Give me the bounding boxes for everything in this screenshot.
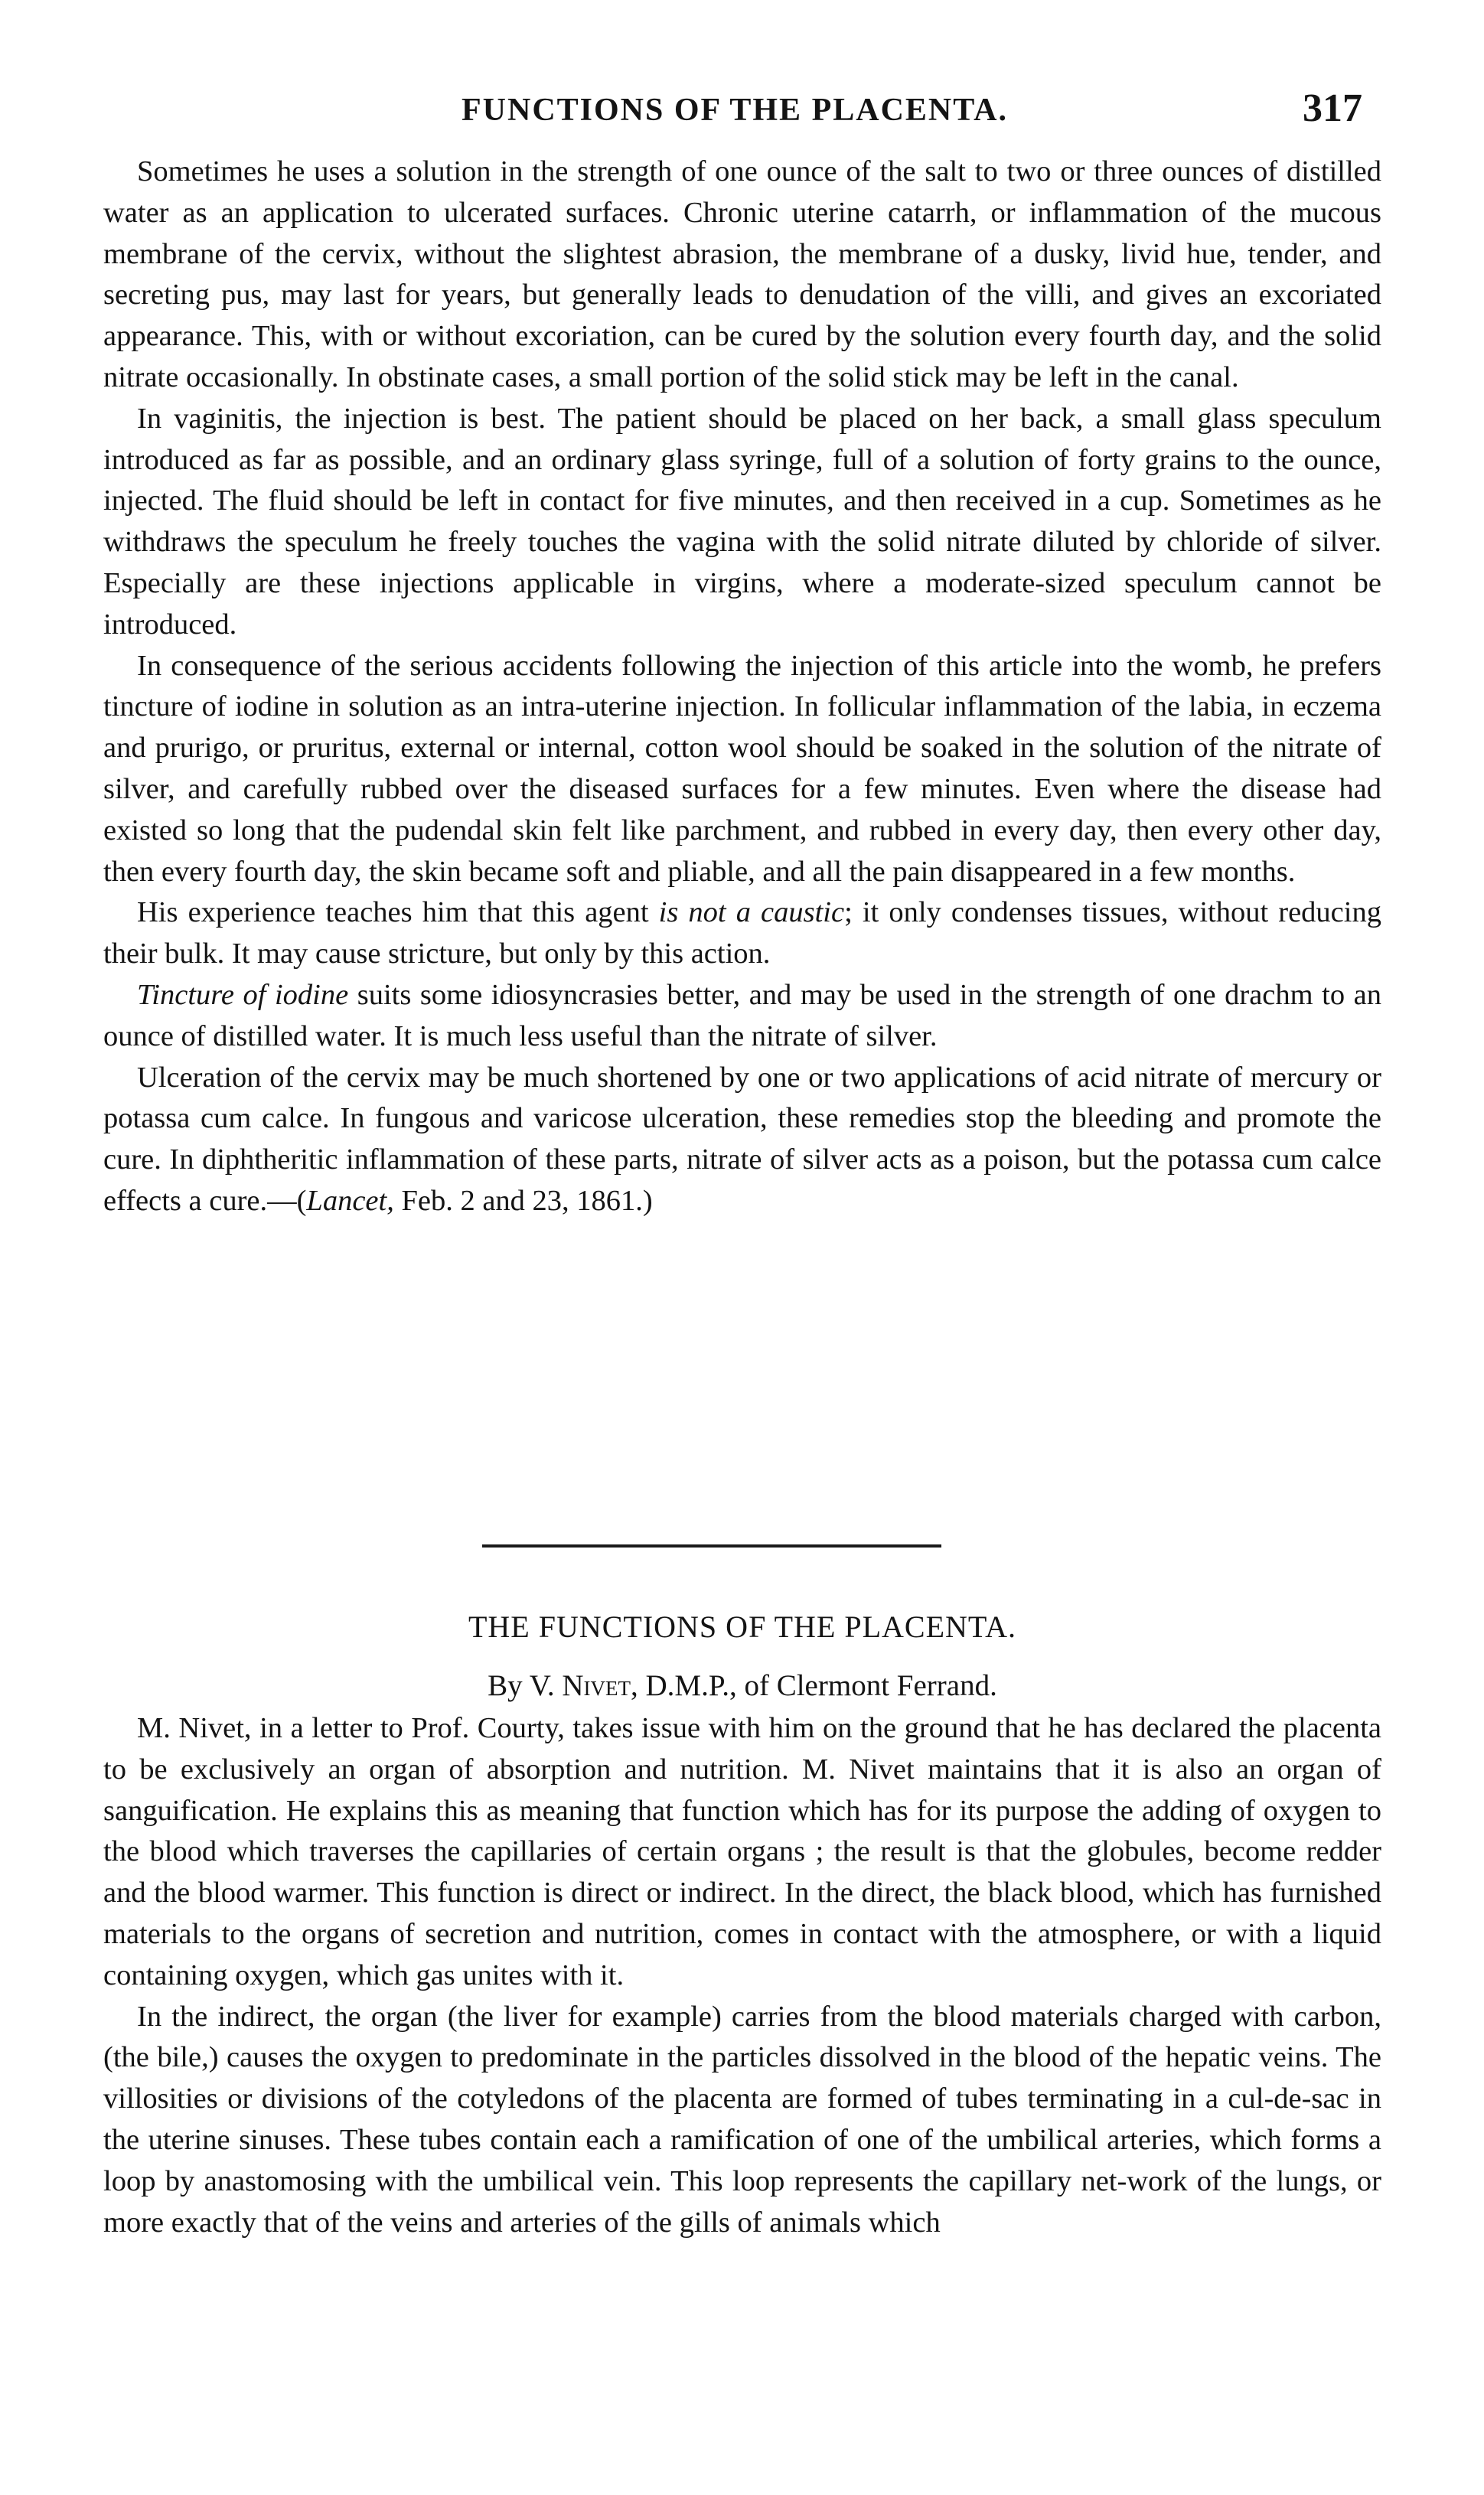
author-name: Nivet <box>562 1669 631 1702</box>
emphasis: is not a caustic <box>658 896 845 929</box>
running-title: FUNCTIONS OF THE PLACENTA. <box>462 93 1008 128</box>
previous-article-body <box>103 152 1381 1222</box>
section-divider <box>482 1544 941 1548</box>
text-run: His experience teaches him that this agent <box>137 896 659 929</box>
paragraph: In the indirect, the organ (the liver for example) carries from the blood materials charged with carbon, (the bile,) causes the oxygen to predominate in the particles dissolved in the blood of the hepatic veins. The villosities or divisions of the cotyledons of the placenta are formed of tubes terminating in a cul-de-sac in the uterine sinuses. These tubes contain each a ramification of one of the umbilical arteries, which forms a loop by anastomosing with the umbilical vein. This loop represents the capillary net-work of the lungs, or more exactly that of the veins and arteries of the gills of animals which <box>103 2000 1381 2239</box>
byline-suffix: , D.M.P., of Clermont Ferrand. <box>631 1669 997 1702</box>
paragraph: M. Nivet, in a letter to Prof. Courty, takes issue with him on the ground that he has declared the placenta to be exclusively an organ of absorption and nutrition. M. Nivet maintains that it is also an organ of sanguification. He explains this as meaning that function which has for its purpose the adding of oxygen to the blood which traverses the capillaries of certain organs ; the result is that the globules, become redder and the blood warmer. This function is direct or indirect. In the direct, the black blood, which has furnished materials to the organs of secretion and nutrition, comes in contact with the atmosphere, or with a liquid containing oxygen, which gas unites with it. <box>103 1712 1381 1991</box>
page-number: 317 <box>1303 86 1362 130</box>
running-head <box>107 86 1362 147</box>
paragraph <box>103 975 1381 1058</box>
text-run: suits some idiosyncrasies better, and may be used in the strength of one drachm to an ounce of distilled water. It is much less useful than the nitrate of silver. <box>103 978 1381 1052</box>
paragraph: Sometimes he uses a solution in the strength of one ounce of the salt to two or three ounces of distilled water as an application to ulcerated surfaces. Chronic uterine catarrh, or inflammation of the mucous membrane of the cervix, without the slightest abrasion, the membrane of a dusky, livid hue, tender, and secreting pus, may last for years, but generally leads to denudation of the villi, and gives an excoriated appearance. This, with or without excoriation, can be cured by the solution every fourth day, and the solid nitrate occasionally. In obstinate cases, a small portion of the solid stick may be left in the canal. <box>103 155 1381 393</box>
text-run: Ulceration of the cervix may be much shortened by one or two applications of acid nitrate of mercury or potassa cum calce. In fungous and varicose ulceration, these remedies stop the bleeding and promote the cure. In diphtheritic inflammation of these parts, nitrate of silver acts as a poison, but the potassa cum calce effects a cure.—( <box>103 1061 1381 1217</box>
text-run: Feb. 2 and 23, 1861.) <box>393 1184 653 1217</box>
emphasis: Tincture of iodine <box>137 978 349 1011</box>
byline-prefix: By V. <box>488 1669 563 1702</box>
paragraph: In vaginitis, the injection is best. The patient should be placed on her back, a small glass speculum introduced as far as possible, and an ordinary glass syringe, full of a solution of forty grains to the ounce, injected. The fluid should be left in contact for five minutes, and then received in a cup. Sometimes as he withdraws the speculum he freely touches the vagina with the solid nitrate diluted by chloride of silver. Especially are these injections applicable in virgins, where a moderate-sized speculum cannot be introduced. <box>103 402 1381 641</box>
article-body <box>103 1708 1381 2243</box>
emphasis: Lancet, <box>306 1184 394 1217</box>
article-byline <box>103 1668 1381 1703</box>
text-run: ; it only condenses tissues, without reducing their bulk. It may cause stricture, but only by this action. <box>103 896 1381 970</box>
article-title: THE FUNCTIONS OF THE PLACENTA. <box>468 1610 1017 1644</box>
paragraph: In consequence of the serious accidents following the injection of this article into the womb, he prefers tincture of iodine in solution as an intra-uterine injection. In follicular inflammation of the labia, in eczema and prurigo, or pruritus, external or internal, cotton wool should be soaked in the solution of the nitrate of silver, and carefully rubbed over the diseased surfaces for a few minutes. Even where the disease had existed so long that the pudendal skin felt like parchment, and rubbed in every day, then every other day, then every fourth day, the skin became soft and pliable, and all the pain disappeared in a few months. <box>103 649 1381 888</box>
paragraph <box>103 1058 1381 1222</box>
paragraph <box>103 892 1381 975</box>
